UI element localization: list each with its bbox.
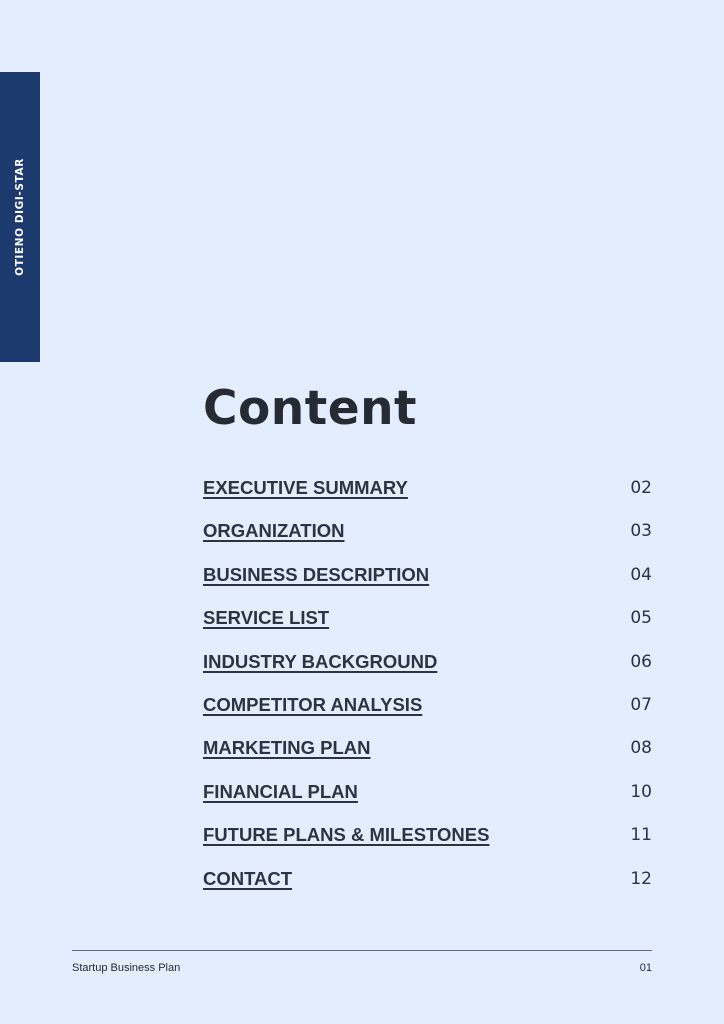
toc-page-number: 11 (630, 825, 652, 846)
toc-link[interactable]: FINANCIAL PLAN (203, 780, 358, 802)
toc-item (203, 648, 652, 691)
toc-item (203, 561, 652, 604)
page-title: Content (203, 381, 418, 436)
toc-link[interactable]: MARKETING PLAN (203, 737, 371, 759)
toc-link[interactable]: CONTACT (203, 867, 293, 889)
footer-divider (72, 950, 652, 951)
footer-page-number: 01 (639, 962, 652, 974)
toc-link[interactable]: FUTURE PLANS & MILESTONES (203, 824, 490, 846)
toc-link[interactable]: INDUSTRY BACKGROUND (203, 650, 438, 672)
table-of-contents (203, 474, 652, 908)
toc-page-number: 06 (630, 651, 652, 672)
footer-document-title: Startup Business Plan (72, 962, 181, 974)
toc-item (203, 691, 652, 734)
brand-name: OTIENO DIGI-STAR (14, 158, 26, 276)
toc-page-number: 05 (630, 608, 652, 629)
toc-link[interactable]: SERVICE LIST (203, 607, 330, 629)
toc-page-number: 02 (630, 478, 652, 498)
toc-link[interactable]: BUSINESS DESCRIPTION (203, 563, 430, 585)
toc-item (203, 604, 652, 647)
toc-item (203, 778, 652, 821)
toc-page-number: 04 (630, 564, 652, 585)
toc-page-number: 12 (630, 868, 652, 889)
toc-page-number: 07 (630, 694, 652, 715)
toc-item (203, 734, 652, 777)
toc-page-number: 08 (630, 738, 652, 759)
toc-item (203, 517, 652, 560)
toc-link[interactable]: ORGANIZATION (203, 520, 345, 542)
toc-link[interactable]: EXECUTIVE SUMMARY (203, 477, 408, 498)
toc-link[interactable]: COMPETITOR ANALYSIS (203, 693, 423, 715)
toc-item (203, 865, 652, 908)
toc-page-number: 03 (630, 521, 652, 542)
toc-item (203, 474, 652, 517)
toc-page-number: 10 (630, 781, 652, 802)
toc-item (203, 821, 652, 864)
